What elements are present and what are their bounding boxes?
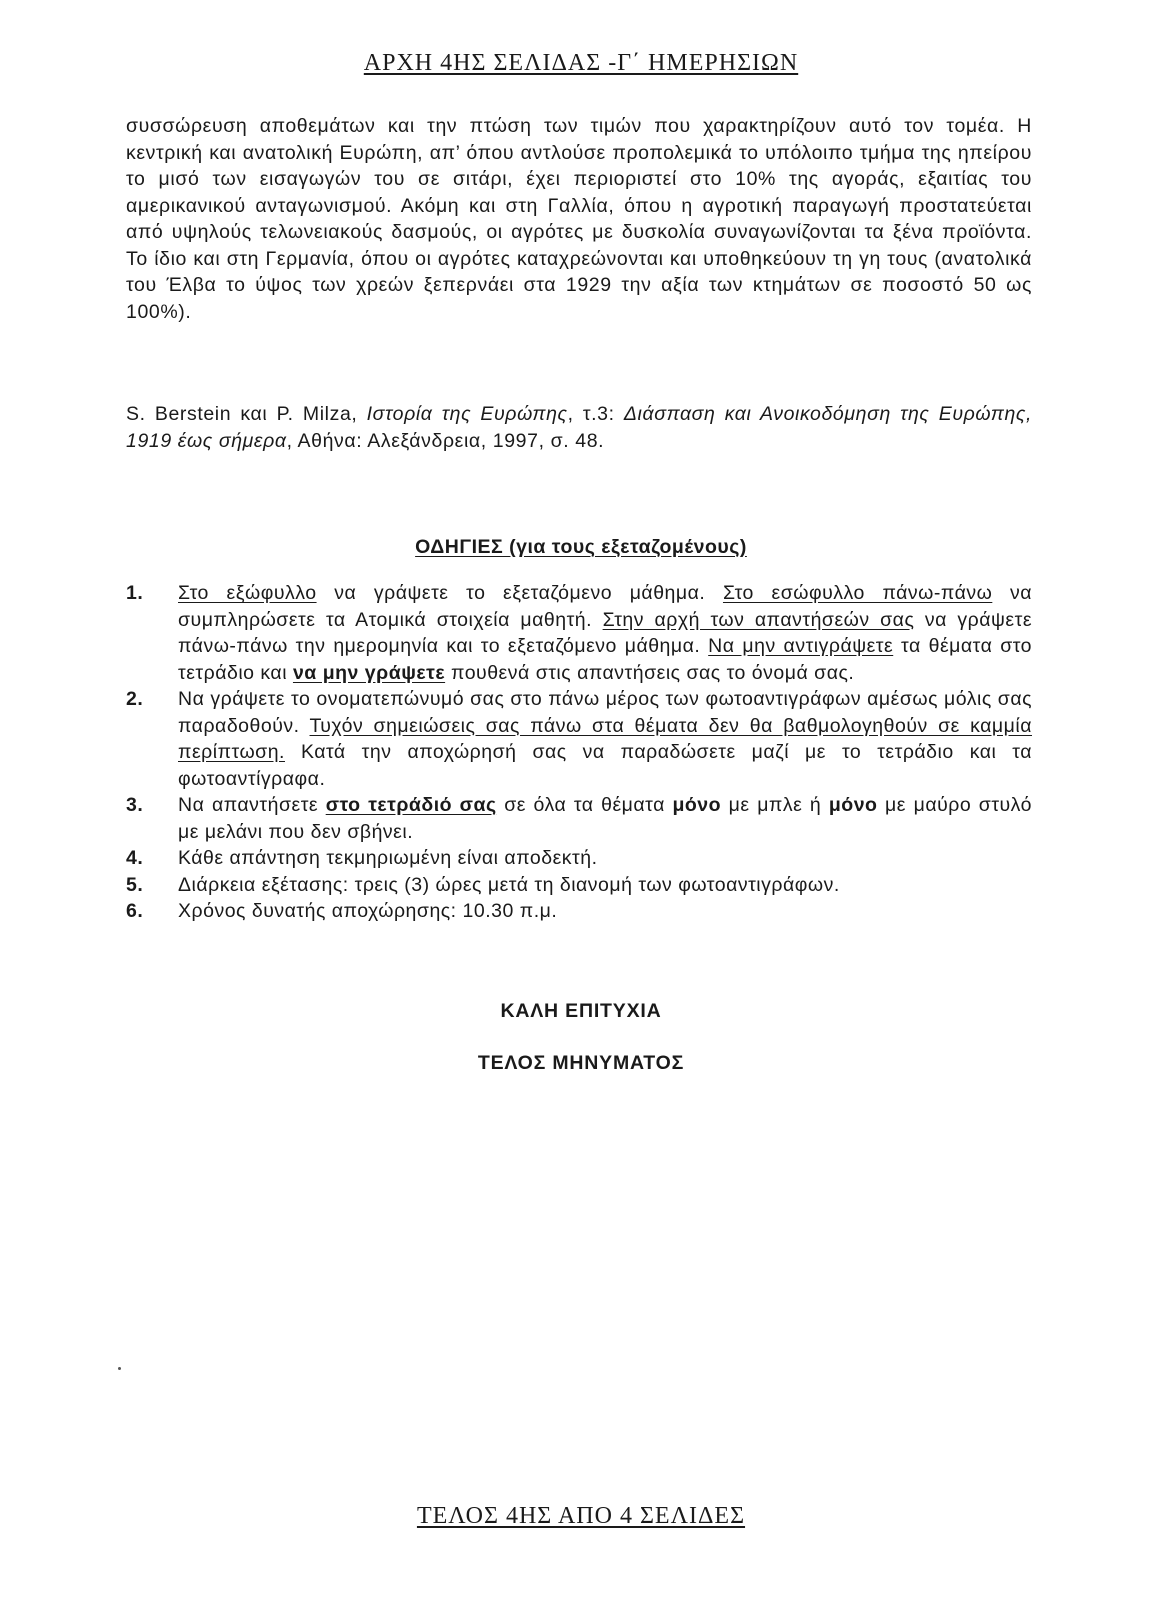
instruction-text: Διάρκεια εξέτασης: τρεις (3) ώρες μετά τη διανομή των φωτοαντιγράφων. [178,873,840,896]
page-header-title: ΑΡΧΗ 4ΗΣ ΣΕΛΙΔΑΣ -Γ΄ ΗΜΕΡΗΣΙΩΝ [363,50,799,76]
citation-authors: S. Berstein και P. Milza, [126,403,367,425]
instruction-item-5 [126,872,1032,899]
instruction-emphasis: Να μην αντιγράψετε [708,635,894,657]
instruction-item-1 [126,580,1032,686]
instruction-text: να γράψετε το εξεταζόμενο μάθημα. [316,582,723,604]
citation-title-1: Ιστορία της Ευρώπης [366,403,568,425]
instruction-number: 3. [126,794,144,816]
citation-title-2: Διάσπαση και Ανοικοδόμηση της Ευρώπης, 1919 έως σήμερα [126,403,1032,452]
good-luck-text: ΚΑΛΗ ΕΠΙΤΥΧΙΑ [500,1000,662,1022]
instruction-text: πουθενά στις απαντήσεις σας το όνομά σας. [445,661,855,684]
page-footer-title: ΤΕΛΟΣ 4ΗΣ ΑΠΟ 4 ΣΕΛΙΔΕΣ [416,1503,746,1529]
instruction-bold: μόνο [828,794,878,816]
instructions-list [126,580,1032,925]
instruction-emphasis: Στο εξώφυλλο [178,582,317,604]
instruction-emphasis: Τυχόν σημειώσεις σας πάνω στα θέματα δεν θα βαθμολογηθούν σε καμμία περίπτωση. [178,714,1032,763]
instruction-strong-emphasis: να μην γράψετε [292,661,446,684]
instruction-number: 6. [126,900,144,922]
source-citation [126,401,1032,454]
instruction-emphasis: Στο εσώφυλλο πάνω-πάνω [722,582,993,604]
instruction-number: 1. [126,582,144,604]
instruction-text: Να γράψετε το ονοματεπώνυμό σας στο πάνω μέρος των φωτοαντιγράφων αμέσως μόλις σας παραδοθούν. [178,688,1032,737]
instruction-strong-emphasis: στο τετράδιό σας [325,794,497,816]
instruction-number: 4. [126,847,144,869]
instructions-heading: ΟΔΗΓΙΕΣ (για τους εξεταζομένους) [415,536,747,558]
instruction-text: σε όλα τα θέματα [496,794,673,816]
instruction-text: Κάθε απάντηση τεκμηριωμένη είναι αποδεκτή. [178,847,598,869]
instruction-text: με μπλε ή [721,794,829,816]
instruction-bold: μόνο [672,794,722,816]
instruction-item-4 [126,845,1032,872]
instruction-item-3 [126,792,1032,845]
citation-volume: , τ.3: [567,403,624,425]
instruction-text: Κατά την αποχώρησή σας να παραδώσετε μαζί με το τετράδιο και τα φωτοαντίγραφα. [178,741,1032,790]
instruction-text: με μαύρο στυλό με μελάνι που δεν σβήνει. [178,794,1032,843]
instruction-item-2 [126,686,1032,792]
instruction-item-6 [126,898,1032,925]
instruction-text: Να απαντήσετε [178,794,326,816]
citation-publisher: , Αθήνα: Αλεξάνδρεια, 1997, σ. 48. [286,429,605,452]
instruction-number: 2. [126,688,144,710]
instruction-text: τα θέματα στο τετράδιο και [178,635,1032,684]
end-of-message-text: ΤΕΛΟΣ ΜΗΝΥΜΑΤΟΣ [477,1052,685,1074]
instruction-number: 5. [126,873,144,896]
source-paragraph: συσσώρευση αποθεμάτων και την πτώση των τιμών που χαρακτηρίζουν αυτό τον τομέα. Η κεντρική και ανατολική Ευρώπη, απ’ όπου αντλούσε προπολεμικά το υπόλοιπο τμήμα της ηπείρου το μισό των εισαγωγών του σε σιτάρι, έχει περιοριστεί στο 10% της αγοράς, εξαιτίας του αμερικανικού ανταγωνισμού. Ακόμη και στη Γαλλία, όπου η αγροτική παραγωγή προστατεύεται από υψηλούς τελωνειακούς δασμούς, οι αγρότες με δυσκολία συναγωνίζονται τα ξένα προϊόντα. Το ίδιο και στη Γερμανία, όπου οι αγρότες καταχρεώνονται και υποθηκεύουν τη γη τους (ανατολικά του Έλβα το ύψος των χρεών ξεπερνάει στα 1929 την αξία των κτημάτων σε ποσοστό 50 ως 100%). [126,115,1032,323]
instruction-emphasis: Στην αρχή των απαντήσεών σας [602,608,915,631]
instruction-text: να γράψετε πάνω-πάνω την ημερομηνία και το εξεταζόμενο μάθημα. [178,608,1033,657]
instruction-text: να συμπληρώσετε τα Ατομικά στοιχεία μαθητή. [178,582,1033,631]
scan-speck [118,1367,121,1370]
instruction-text: Χρόνος δυνατής αποχώρησης: 10.30 π.μ. [178,900,558,922]
